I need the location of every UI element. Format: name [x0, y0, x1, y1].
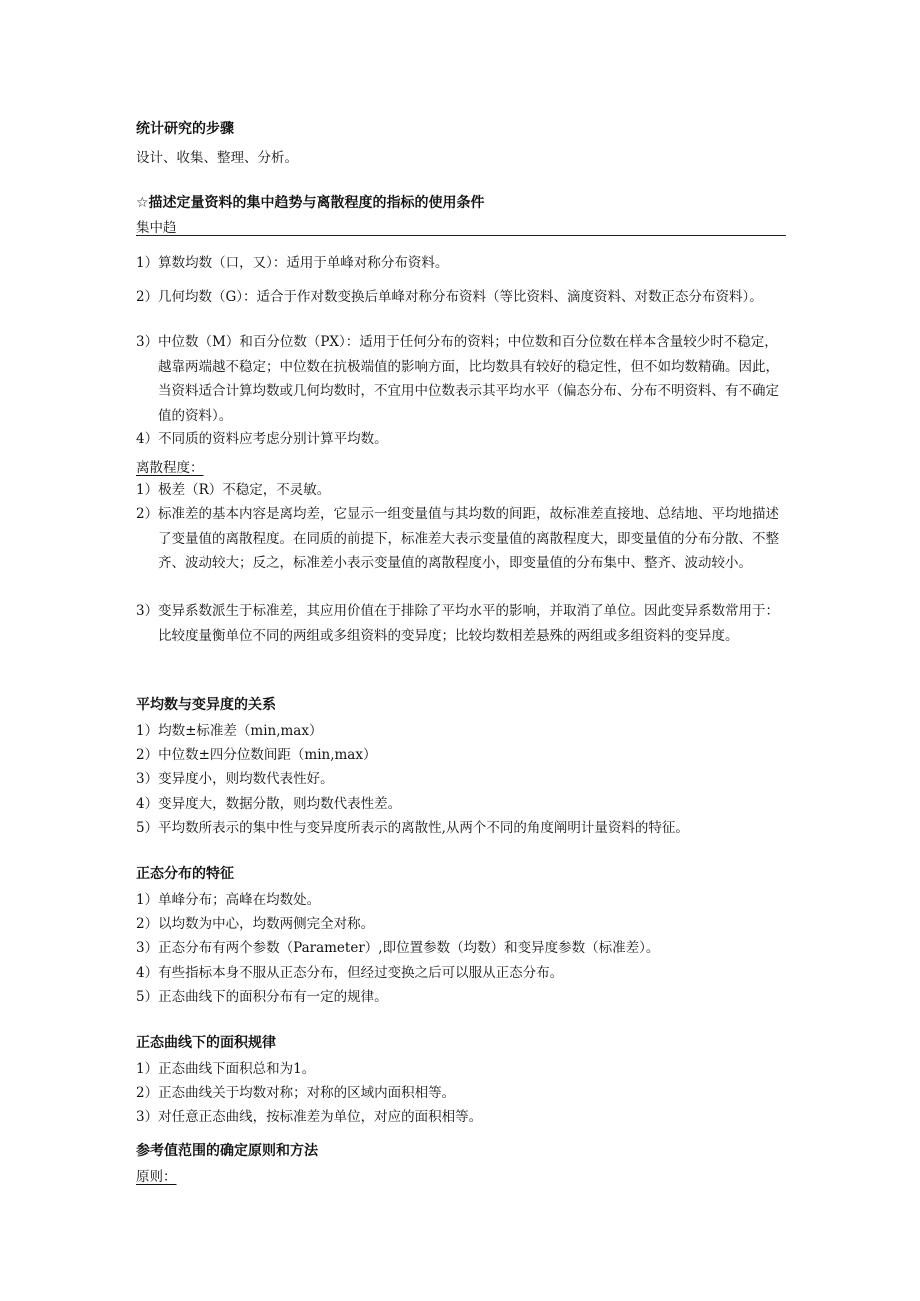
section-title-reference-range: 参考值范围的确定原则和方法: [136, 1143, 318, 1159]
section-title-area-rules: 正态曲线下的面积规律: [136, 1035, 276, 1051]
list-item: 1）单峰分布；高峰在均数处。: [136, 892, 321, 908]
list-item: 5）正态曲线下的面积分布有一定的规律。: [136, 989, 388, 1005]
subheading-principles: 原则：: [136, 1169, 177, 1185]
section-title-normal-features: 正态分布的特征: [136, 866, 234, 882]
list-item: 4）有些指标本身不服从正态分布，但经过变换之后可以服从正态分布。: [136, 965, 564, 981]
list-item: 1）均数±标准差（min,max）: [136, 723, 323, 739]
list-item: 5）平均数所表示的集中性与变异度所表示的离散性,从两个不同的角度阐明计量资料的特征。: [136, 820, 689, 836]
list-item: 2） 标准差的基本内容是离均差，它显示一组变量值与其均数的间距，故标准差直接地、总结地、平均地描述了变量值的离散程度。在同质的前提下，标准差大表示变量值的离散程度大，即变量值的分布分散、不整齐、波动较大；反之，标准差小表示变量值的离散程度小，即变量值的分布集中、整齐、波动较小。: [136, 506, 779, 571]
section-title-mean-variation: 平均数与变异度的关系: [136, 697, 276, 713]
subheading-central-tendency: 集中趋: [136, 220, 177, 236]
list-item: 1）正态曲线下面积总和为1。: [136, 1061, 316, 1077]
list-item: 2）中位数±四分位数间距（min,max）: [136, 747, 377, 763]
research-steps-text: 设计、收集、整理、分析。: [136, 150, 298, 166]
list-item: 4）变异度大，数据分散，则均数代表性差。: [136, 796, 402, 812]
list-item: 2） 几何均数（G）：适合于作对数变换后单峰对称分布资料（等比资料、滴度资料、对数正态分布资料）。: [136, 289, 763, 305]
list-item: 3）对任意正态曲线，按标准差为单位，对应的面积相等。: [136, 1109, 483, 1125]
section-title-research-steps: 统计研究的步骤: [136, 121, 234, 137]
section-title-indicators: ☆描述定量资料的集中趋势与离散程度的指标的使用条件: [136, 195, 485, 211]
list-item: 3）正态分布有两个参数（Parameter）,即位置参数（均数）和变异度参数（标准差）。: [136, 940, 660, 956]
list-item: 3）变异度小，则均数代表性好。: [136, 771, 334, 787]
list-item: 3） 变异系数派生于标准差，其应用价值在于排除了平均水平的影响，并取消了单位。因此变异系数常用于：比较度量衡单位不同的两组或多组资料的变异度；比较均数相差悬殊的两组或多组资料的变异度。: [136, 603, 779, 644]
list-item: 2）正态曲线关于均数对称；对称的区域内面积相等。: [136, 1085, 456, 1101]
list-item: 3） 中位数（M）和百分位数（PX）：适用于任何分布的资料；中位数和百分位数在样本含量较少时不稳定，越靠两端越不稳定；中位数在抗极端值的影响方面，比均数具有较好的稳定性，但不如均数精确。因此，当资料适合计算均数或几何均数时，不宜用中位数表示其平均水平（偏态分布、分布不明资料、有不确定值的资料）。: [136, 334, 779, 424]
divider-rule: [136, 235, 786, 236]
subheading-dispersion: 离散程度：: [136, 460, 204, 476]
list-item: 2）以均数为中心，均数两侧完全对称。: [136, 916, 375, 932]
